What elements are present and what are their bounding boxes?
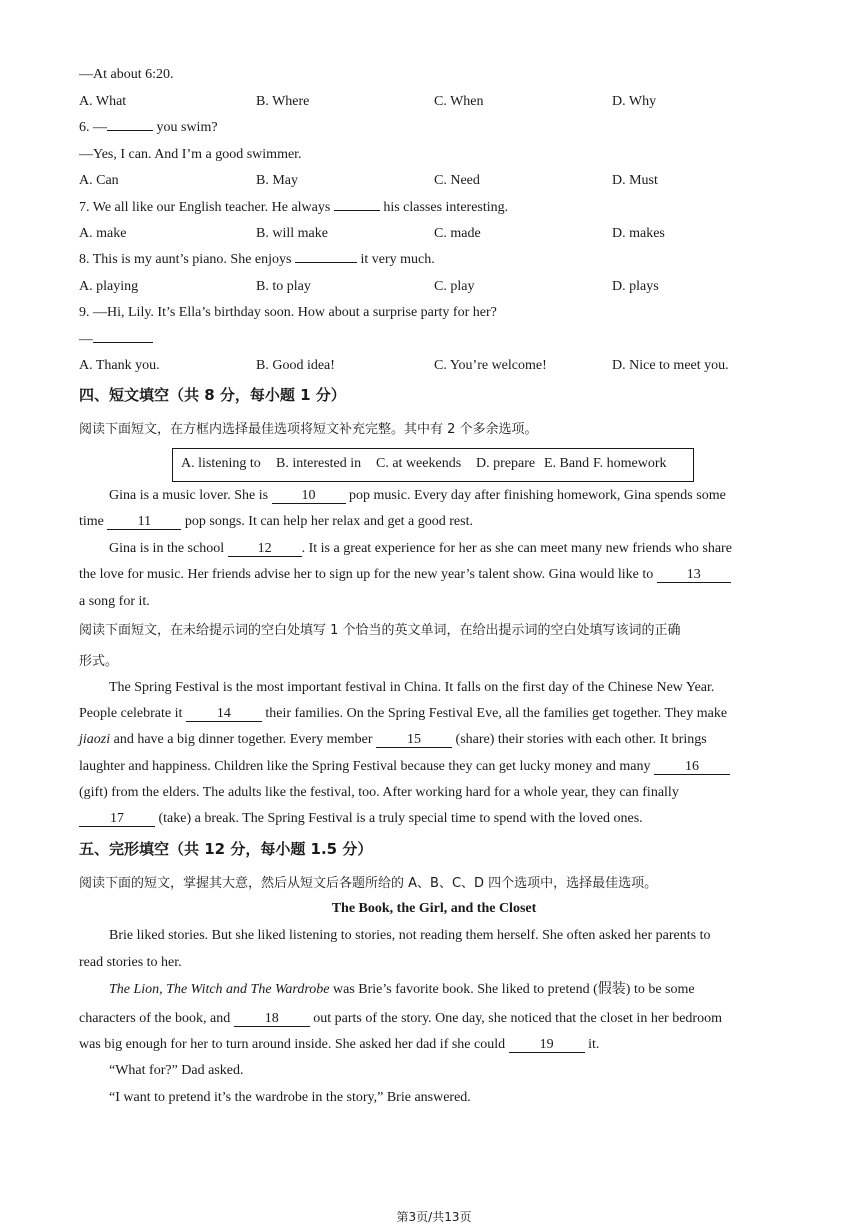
section4-instruction: 阅读下面短文，在方框内选择最佳选项将短文补充完整。其中有 2 个多余选项。 [79,422,538,437]
passage3-line: The Lion, The Witch and The Wardrobe was Brie’s favorite book. She liked to pretend (假装) to be some [109,982,695,997]
q9-options [79,357,779,375]
passage1-line: Gina is a music lover. She is 10 pop music. Every day after finishing homework, Gina spends some [109,488,726,503]
option-d: D. Nice to meet you. [612,358,729,373]
q6-options [79,172,779,190]
q9-blank [93,342,153,343]
blank-19: 19 [509,1037,585,1053]
blank-17: 17 [79,811,155,827]
option-d: D. makes [612,226,665,241]
passage2-line: jiaozi and have a big dinner together. Every member 15 (share) their stories with each other. It brings [79,732,707,747]
option-b: B. May [256,173,298,188]
q9-reply: — [79,331,153,349]
option-a: A. Thank you. [79,358,160,373]
q5-options [79,93,779,111]
q7-stem: 7. We all like our English teacher. He always his classes interesting. [79,200,509,215]
passage2-line: The Spring Festival is the most important festival in China. It falls on the first day of the Chinese New Year. [109,680,715,695]
passage2-line: 17 (take) a break. The Spring Festival is a truly special time to spend with the loved ones. [79,810,643,828]
section4-heading: 四、短文填空（共 8 分，每小题 1 分） [79,386,346,404]
passage3-line: “What for?” Dad asked. [109,1063,244,1078]
option-b: B. Where [256,94,310,109]
option-b: B. Good idea! [256,358,335,373]
q7-options [79,225,779,243]
passage1-line: the love for music. Her friends advise her to sign up for the new year’s talent show. Gina would like to 13 [79,566,731,584]
option-d: D. Why [612,94,657,109]
q6-blank [107,130,153,131]
blank-10: 10 [272,488,346,504]
option-a: A. What [79,94,127,109]
passage2-line: laughter and happiness. Children like the Spring Festival because they can get lucky money and many 16 [79,758,730,776]
passage3-line: read stories to her. [79,955,182,970]
q6-stem: 6. — you swim? [79,120,218,135]
option-a: A. Can [79,173,119,188]
passage3-line: characters of the book, and 18 out parts of the story. One day, she noticed that the closet in her bedroom [79,1011,722,1026]
passage3-line: Brie liked stories. But she liked listening to stories, not reading them herself. She often asked her parents to [109,928,711,943]
option-c: C. When [434,94,484,109]
option-b: B. will make [256,226,328,241]
option-c: C. play [434,279,475,294]
passage2-line: People celebrate it 14 their families. On the Spring Festival Eve, all the families get together. They make [79,706,728,721]
word-bank-option: A. listening to [181,456,261,471]
blank-18: 18 [234,1011,310,1027]
section5-instruction: 阅读下面的短文，掌握其大意，然后从短文后各题所给的 A、B、C、D 四个选项中，选择最佳选项。 [79,876,658,891]
passage1-line: a song for it. [79,594,150,609]
word-bank-option: B. interested in [276,456,362,471]
option-d: D. plays [612,279,659,294]
option-a: A. make [79,226,127,241]
option-c: C. You’re welcome! [434,358,547,373]
passage2-line: (gift) from the elders. The adults like the festival, too. After working hard for a whole year, they can finally [79,785,679,800]
q9-stem: 9. —Hi, Lily. It’s Ella’s birthday soon. How about a surprise party for her? [79,305,497,320]
option-c: C. made [434,226,481,241]
blank-14: 14 [186,706,262,722]
blank-12: 12 [228,541,302,557]
section4-instruction2: 阅读下面短文，在未给提示词的空白处填写 1 个恰当的英文单词，在给出提示词的空白处填写该词的正确 [79,623,681,638]
word-bank-option: E. Band [544,456,590,471]
word-bank-option: F. homework [593,456,667,471]
blank-13: 13 [657,567,731,583]
q8-stem: 8. This is my aunt’s piano. She enjoys it very much. [79,252,435,267]
section4-instruction2: 形式。 [79,654,119,669]
q6-answer: —Yes, I can. And I’m a good swimmer. [79,147,302,162]
passage3-line: “I want to pretend it’s the wardrobe in the story,” Brie answered. [109,1090,471,1105]
page-number: 第3页/共13页 [396,1210,472,1224]
option-d: D. Must [612,173,658,188]
word-bank-option: D. prepare [476,456,536,471]
blank-11: 11 [107,514,181,530]
section5-heading: 五、完形填空（共 12 分，每小题 1.5 分） [79,840,373,858]
blank-16: 16 [654,759,730,775]
passage1-line: Gina is in the school 12 . It is a great experience for her as she can meet many new friends who share [109,541,732,556]
q8-options [79,278,779,296]
passage1-line: time 11 pop songs. It can help her relax and get a good rest. [79,514,473,529]
passage3-line: was big enough for her to turn around inside. She asked her dad if she could 19 it. [79,1037,600,1052]
option-c: C. Need [434,173,480,188]
q8-blank [295,262,357,263]
word-bank-option: C. at weekends [376,456,462,471]
q5-answer: —At about 6:20. [79,67,174,82]
blank-15: 15 [376,732,452,748]
word-bank-box [172,448,694,482]
passage-title: The Book, the Girl, and the Closet [331,901,537,916]
q7-blank [334,210,380,211]
option-a: A. playing [79,279,139,294]
option-b: B. to play [256,279,311,294]
